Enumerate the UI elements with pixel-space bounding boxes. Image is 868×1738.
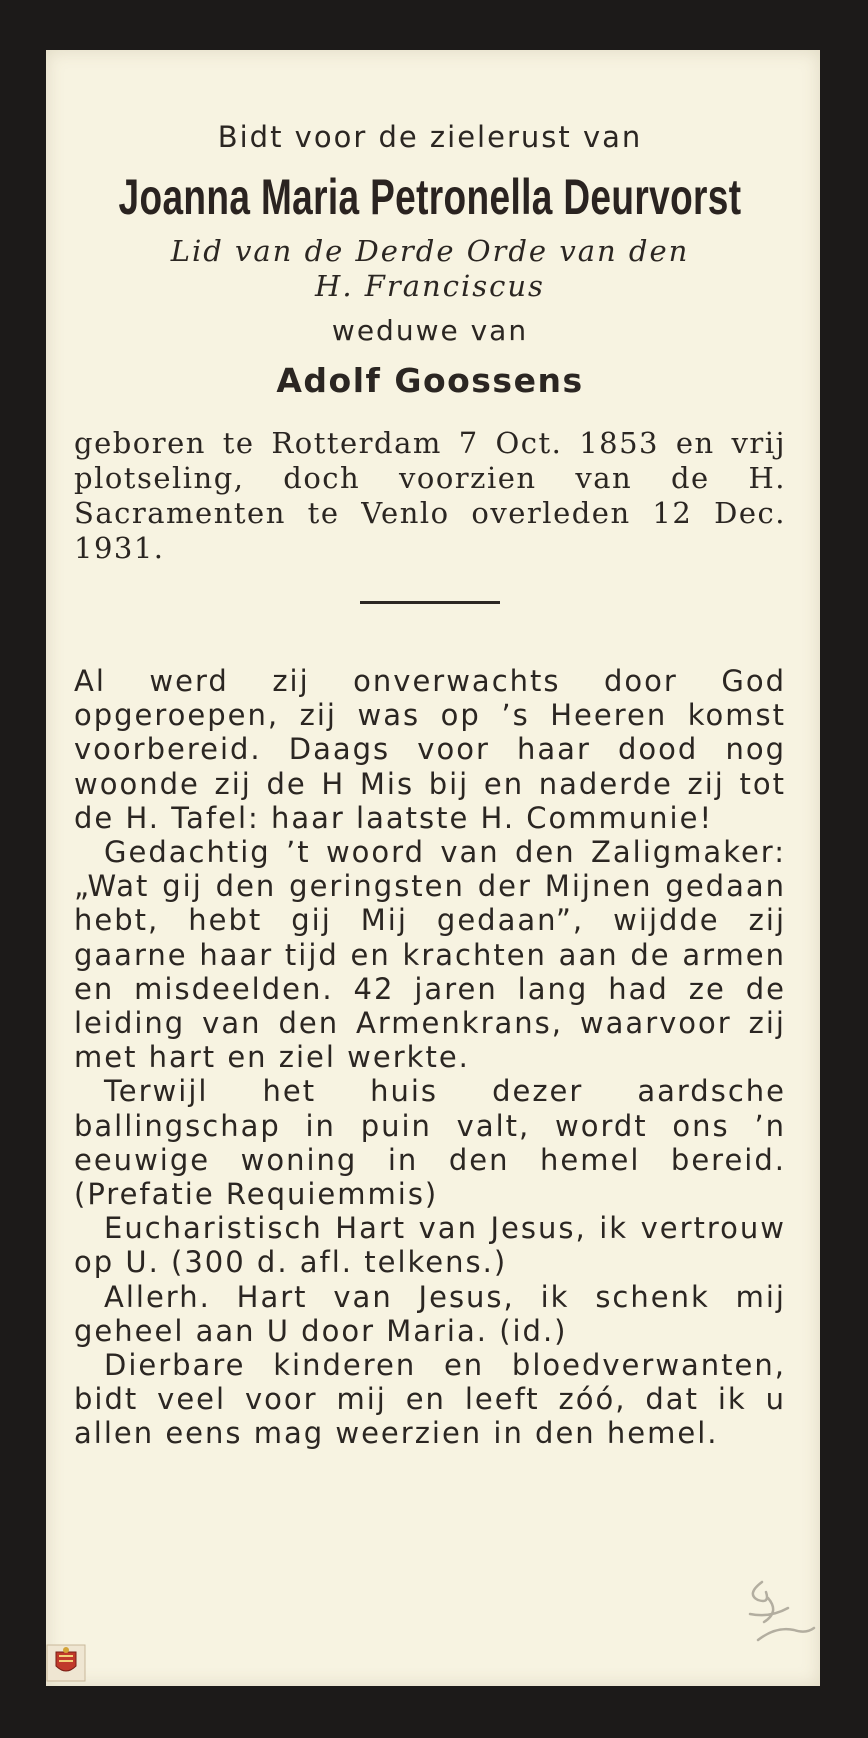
prayer-eucharistic: Eucharistisch Hart van Jesus, ik vertrouw op U. (300 d. afl. telkens.) [74,1211,786,1280]
archive-crest-icon [46,1644,86,1682]
card-paper [46,50,820,1686]
deceased-name: Joanna Maria Petronella Deurvorst [118,169,742,225]
paragraph-farewell: Dierbare kinderen en bloedverwanten, bidt veel voor mij en leeft zóó, dat ik u allen eens mag weerzien in den hemel. [74,1348,786,1451]
paragraph-called: Al werd zij onverwachts door God opgeroepen, zij was op ’s Heeren komst voorbereid. Daags voor haar dood nog woonde zij de H Mis bij en naderde zij tot de H. Tafel: haar laatste H. Communie! [74,664,786,835]
card-content [74,120,786,1451]
divider-rule [360,601,500,604]
memorial-text [74,664,786,1451]
husband-name: Adolf Goossens [276,361,584,400]
life-dates: geboren te Rotterdam 7 Oct. 1853 en vrij plotseling, doch voorzien van de H. Sacramenten te Venlo overleden 12 Dec. 1931. [74,426,786,565]
order-membership [74,234,786,304]
order-line-1: Lid van de Derde Orde van den [170,234,690,268]
paragraph-charity: Gedachtig ’t woord van den Zaligmaker: „Wat gij den geringsten der Mijnen gedaan hebt, hebt gij Mij gedaan”, wijdde zij gaarne haar tijd en krachten aan de armen en misdeelden. 42 jaren lang had ze de leiding van den Armenkrans, waarvoor zij met hart en ziel werkte. [74,835,786,1075]
prayer-intro: Bidt voor de zielerust van [217,120,643,154]
order-line-2: H. Franciscus [315,269,545,303]
pencil-mark [740,1578,820,1648]
paragraph-preface: Terwijl het huis dezer aardsche ballingschap in puin valt, wordt ons ’n eeuwige woning in den hemel bereid. (Prefatie Requiemmis) [74,1074,786,1212]
prayer-sacred-heart: Allerh. Hart van Jesus, ik schenk mij geheel aan U door Maria. (id.) [74,1279,786,1348]
widow-of-label: weduwe van [331,314,529,347]
